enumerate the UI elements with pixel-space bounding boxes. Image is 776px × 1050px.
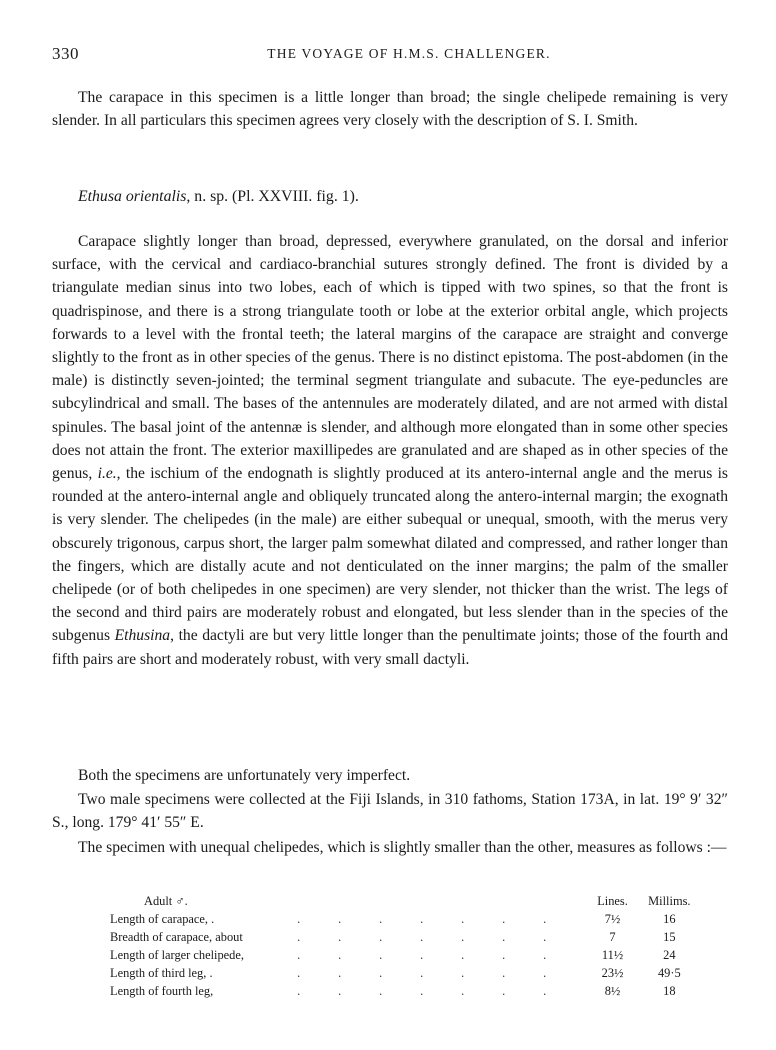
row-label: Length of larger chelipede, [110,947,244,962]
row-millims: 16 [663,911,676,926]
intro-paragraph: The carapace in this specimen is a little longer than broad; the single chelipede remaining is very slender. In all particulars this specimen agrees very closely with the description of S. I. Smith. [52,89,728,130]
running-title: THE VOYAGE OF H.M.S. CHALLENGER. [267,46,551,61]
species-heading-rest: , n. sp. (Pl. XXVIII. fig. 1). [186,188,359,205]
header-millims: Millims. [648,893,691,908]
leader-dots: . . . . . . . [297,983,547,998]
leader-dots: . . . . . . . [297,929,547,944]
row-label: Length of carapace, . [110,911,215,926]
page-header [52,44,736,66]
table-row [110,946,700,964]
table-row [110,928,700,946]
table-row [110,982,700,1000]
row-label: Length of fourth leg, [110,983,214,998]
row-lines: 11½ [601,947,624,962]
imperfect-paragraph: Both the specimens are unfortunately very imperfect. [78,767,411,784]
table-row [110,910,700,928]
measurements-table [110,892,700,1000]
description-genus: Ethusina [114,627,171,645]
row-label: Length of third leg, . [110,965,213,980]
measures-intro-paragraph: The specimen with unequal chelipedes, which is slightly smaller than the other, measures as follows :— [78,839,727,856]
row-millims: 15 [663,929,676,944]
row-millims: 18 [663,983,676,998]
header-adult-male: Adult ♂. [144,893,188,908]
description-text-3: , the dactyli are but very little longer than the penultimate joints; those of the fourth and fifth pairs are short and moderately robust, with very small dactyli. [52,627,728,668]
header-lines: Lines. [597,893,628,908]
species-name: Ethusa orientalis [78,188,187,205]
row-millims: 49·5 [657,965,681,980]
row-label: Breadth of carapace, about [110,929,243,944]
page-number: 330 [52,44,79,63]
leader-dots: . . . . . . . [297,911,547,926]
row-millims: 24 [663,947,676,962]
row-lines: 8½ [604,983,621,998]
species-heading [78,188,359,206]
row-lines: 7 [609,929,616,944]
row-lines: 7½ [604,911,621,926]
leader-dots: . . . . . . . [297,947,547,962]
description-text-2: , the ischium of the endognath is slightly produced at its antero-internal angle and the merus is rounded at the antero-internal angle and obliquely truncated along the antero-internal margin; the exognath is very slender. The chelipedes (in the male) are either subequal or unequal, smooth, with the merus very obscurely trigonous, carpus short, the larger palm somewhat dilated and compressed, and rather longer than the fingers, which are distally acute and not denticulated on the inner margins; the palm of the smaller chelipede (or of both chelipedes in one specimen) are very slender, not thicker than the wrist. The legs of the second and third pairs are moderately robust and elongated, but less slender than in the species of the subgenus [52,465,728,645]
table-row [110,964,700,982]
leader-dots: . . . . . . . [297,965,547,980]
description-ie: i.e. [97,465,117,483]
collected-paragraph: Two male specimens were collected at the Fiji Islands, in 310 fathoms, Station 173A, in lat. 19° 9′ 32″ S., long. 179° 41′ 55″ E. [52,791,728,832]
row-lines: 23½ [601,965,624,980]
measurements-header-row [110,892,700,910]
description-text-1: Carapace slightly longer than broad, depressed, everywhere granulated, on the dorsal and inferior surface, with the cervical and cardiaco-branchial sutures strongly defined. The front is divided by a triangulate median sinus into two lobes, each of which is tipped with two spines, so that the front is quadrispinose, and there is a strong triangulate tooth or lobe at the exterior orbital angle, which projects forwards to a level with the frontal teeth; the lateral margins of the carapace are straight and converge slightly to the front as in other species of the genus. There is no distinct epistoma. The post-abdomen (in the male) is distinctly seven-jointed; the terminal segment triangulate and subacute. The eye-peduncles are subcylindrical and small. The bases of the antennules are moderately dilated, and are not armed with distal spinules. The basal joint of the antennæ is slender, and although more elongated than in some other species does not attain the front. The exterior maxillipedes are granulated and are shaped as in other species of the genus, [52,233,728,483]
description-paragraph [52,230,728,671]
